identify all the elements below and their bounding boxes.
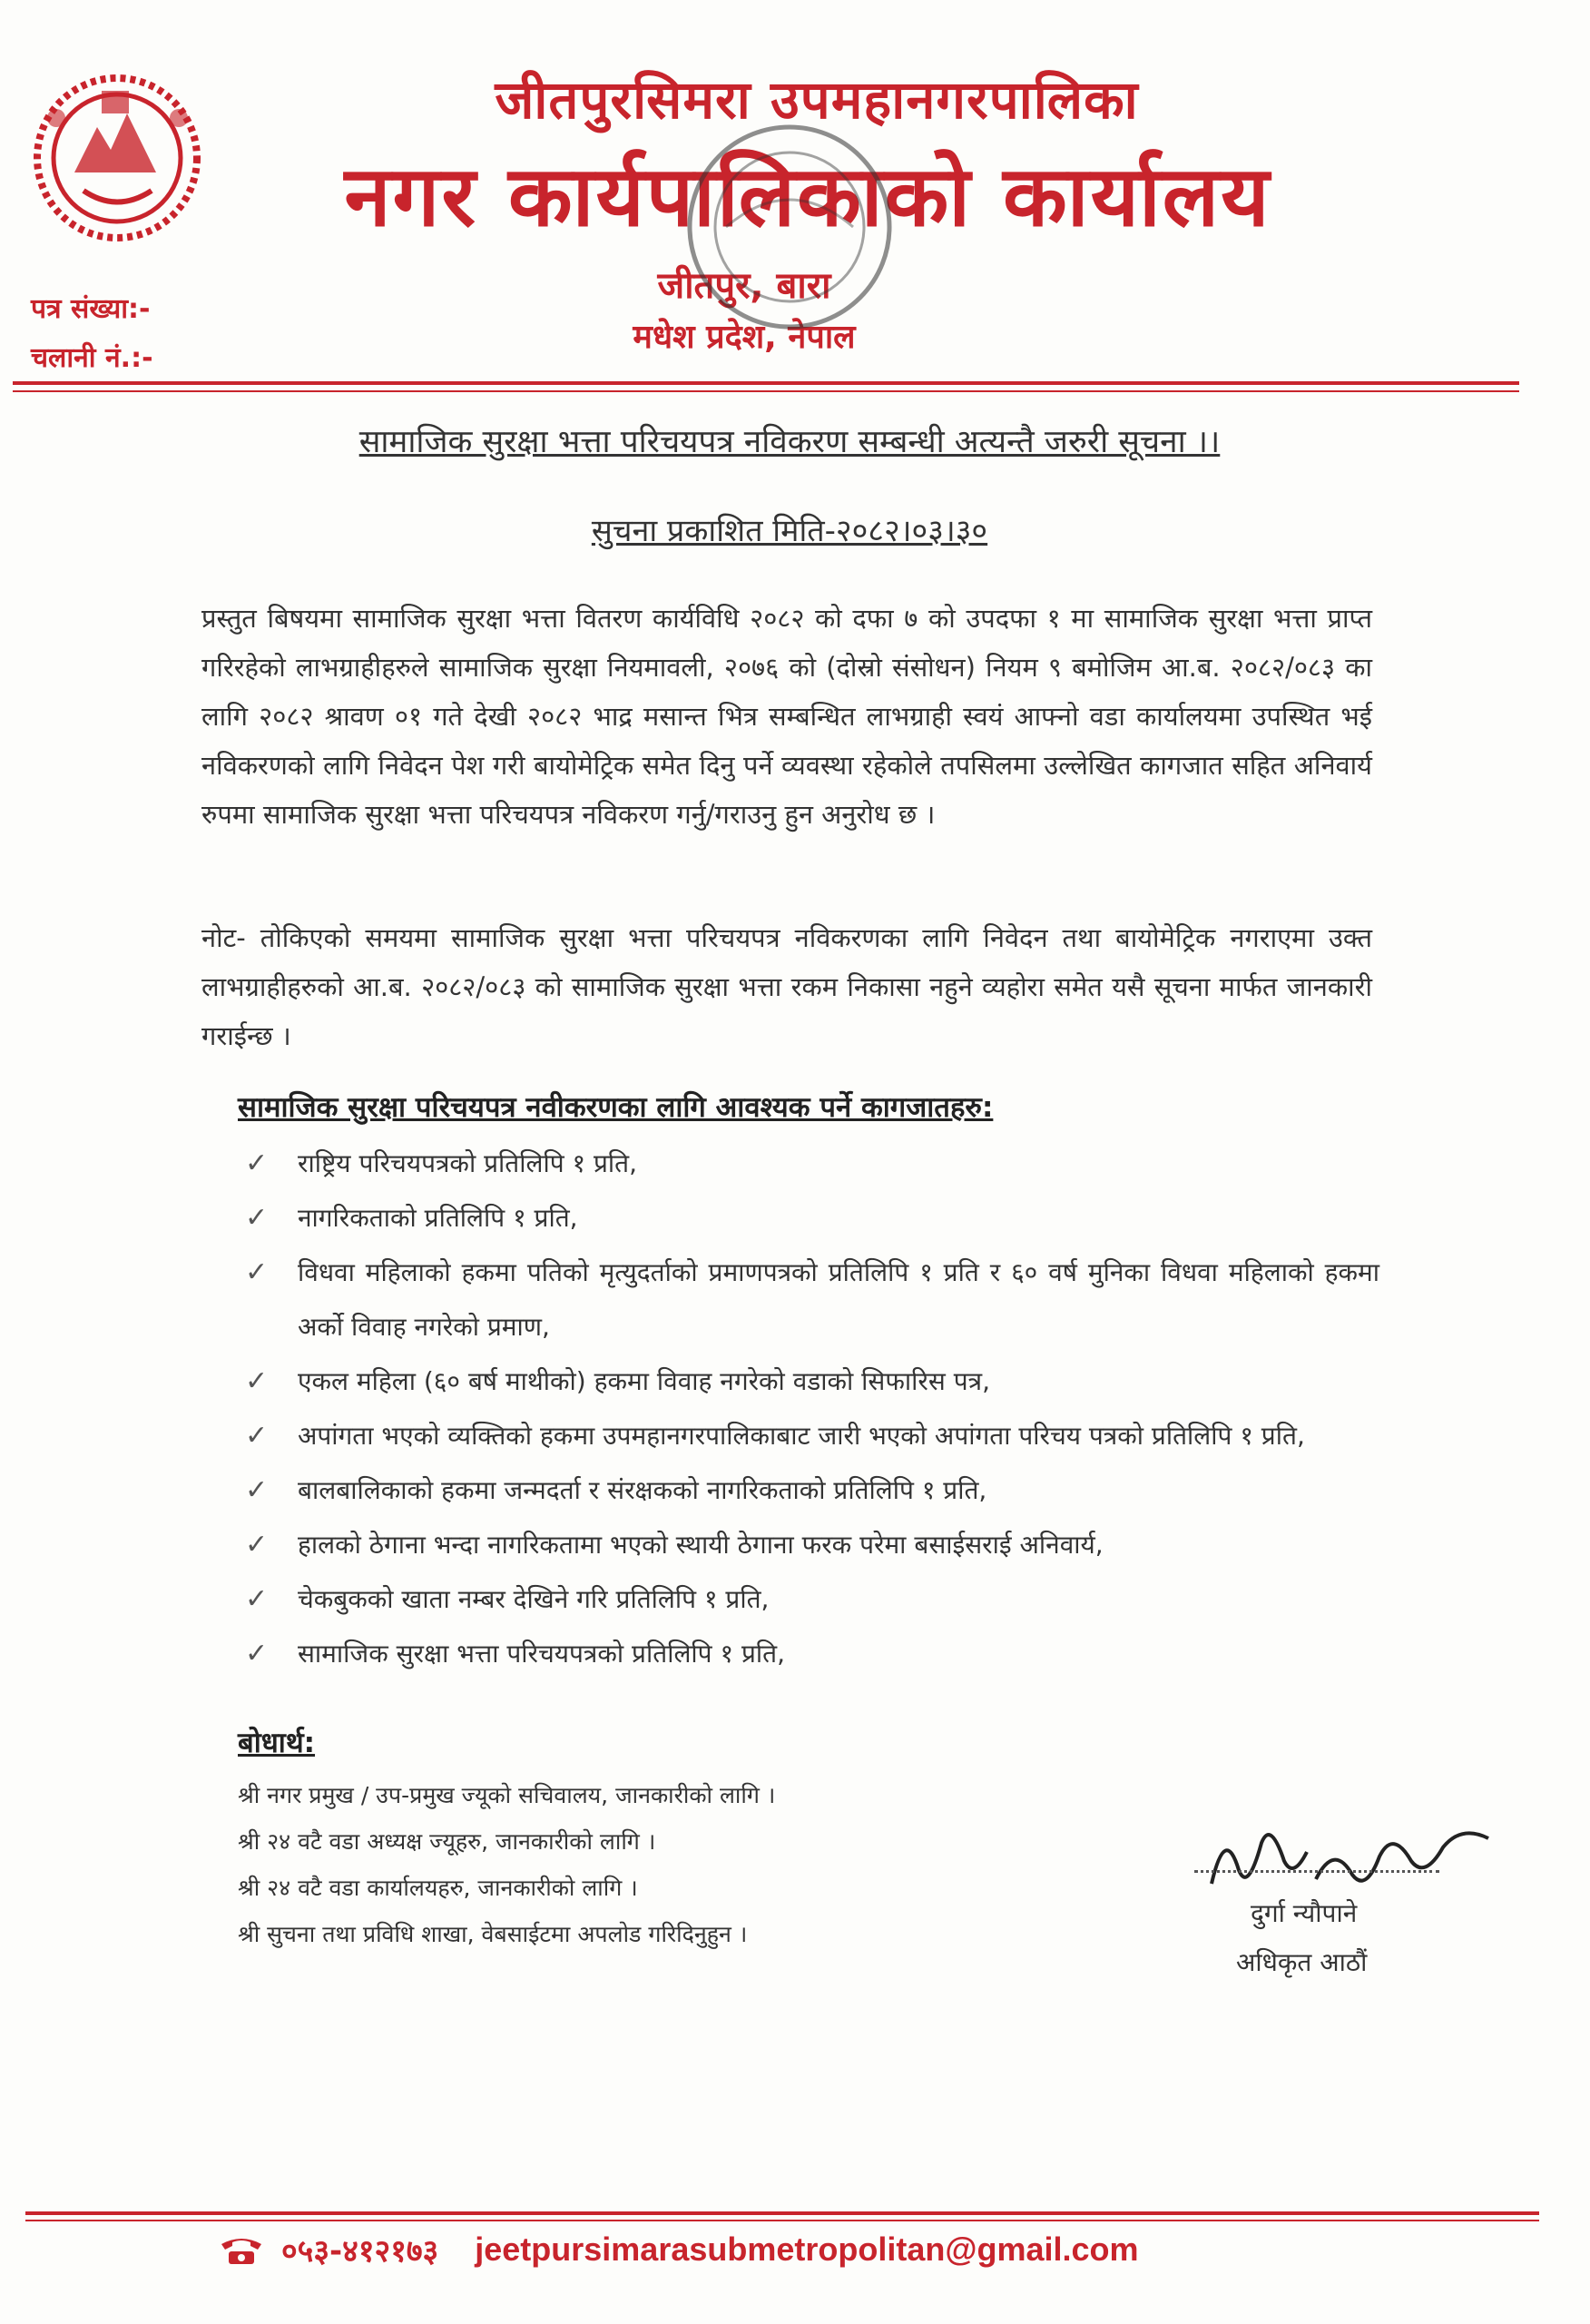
checkmark-icon: ✓ (245, 1147, 269, 1179)
doc-text: बालबालिकाको हकमा जन्मदर्ता र संरक्षकको नागरिकताको प्रतिलिपि १ प्रति, (298, 1475, 987, 1505)
doc-text: अपांगता भएको व्यक्तिको हकमा उपमहानगरपालिकाबाट जारी भएको अपांगता परिचय पत्रको प्रतिलिपि १ प्रति, (298, 1421, 1305, 1451)
handwritten-signature-icon (1198, 1807, 1507, 1906)
checkmark-icon: ✓ (245, 1529, 269, 1561)
telephone-icon (218, 2231, 265, 2268)
list-item (245, 1191, 1379, 1246)
list-item (245, 1627, 1379, 1681)
list-item (245, 1137, 1379, 1191)
list-item (245, 1518, 1379, 1572)
doc-text: राष्ट्रिय परिचयपत्रको प्रतिलिपि १ प्रति, (298, 1148, 638, 1178)
address-line2: मधेश प्रदेश, नेपाल (633, 319, 856, 356)
signer-title: अधिकृत आठौं (1236, 1947, 1368, 1977)
checkmark-icon: ✓ (245, 1202, 269, 1234)
signature-line (1194, 1870, 1439, 1873)
cc-list (238, 1772, 775, 1957)
checkmark-icon: ✓ (245, 1583, 269, 1615)
notice-paragraph-2: नोट- तोकिएको समयमा सामाजिक सुरक्षा भत्ता परिचयपत्र नविकरणका लागि निवेदन तथा बायोमेट्रिक नगराएमा उक्त लाभग्राहीहरुको आ.ब. २०८२/०८३ को सामाजिक सुरक्षा भत्ता रकम निकासा नहुने व्यहोरा समेत यसै सूचना मार्फत जानकारी गराईन्छ । (201, 922, 1372, 1051)
docs-heading: सामाजिक सुरक्षा परिचयपत्र नवीकरणका लागि आवश्यक पर्ने कागजातहरु: (238, 1091, 994, 1124)
checkmark-icon: ✓ (245, 1474, 269, 1506)
nepal-emblem-icon (20, 64, 215, 245)
header-rule (13, 381, 1519, 385)
list-item: श्री सुचना तथा प्रविधि शाखा, वेबसाईटमा अपलोड गरिदिनुहुन । (238, 1921, 748, 1947)
list-item: श्री नगर प्रमुख / उप-प्रमुख ज्यूको सचिवालय, जानकारीको लागि । (238, 1782, 776, 1808)
doc-text: विधवा महिलाको हकमा पतिको मृत्युदर्ताको प्रमाणपत्रको प्रतिलिपि १ प्रति र ६० वर्ष मुनिका विधवा महिलाको हकमा अर्को विवाह नगरेको प्रमाण, (298, 1257, 1379, 1342)
doc-text: एकल महिला (६० बर्ष माथीको) हकमा विवाह नगरेको वडाको सिफारिस पत्र, (298, 1366, 990, 1396)
email-link[interactable]: jeetpursimarasubmetropolitan@gmail.com (475, 2230, 1139, 2268)
notice-heading: सामाजिक सुरक्षा भत्ता परिचयपत्र नविकरण सम्बन्धी अत्यन्तै जरुरी सूचना ।। (358, 424, 1221, 460)
office-stamp-icon (617, 91, 962, 381)
list-item: श्री २४ वटै वडा अध्यक्ष ज्यूहरु, जानकारीको लागि । (238, 1828, 656, 1855)
letterhead (0, 0, 1590, 409)
doc-text: सामाजिक सुरक्षा भत्ता परिचयपत्रको प्रतिलिपि १ प्रति, (298, 1639, 785, 1669)
list-item: श्री २४ वटै वडा कार्यालयहरु, जानकारीको लागि । (238, 1875, 638, 1901)
doc-text: हालको ठेगाना भन्दा नागरिकतामा भएको स्थायी ठेगाना फरक परेमा बसाईसराई अनिवार्य, (298, 1530, 1104, 1560)
required-docs-list (245, 1137, 1379, 1681)
org-name: जीतपुरसिमरा उपमहानगरपालिका (495, 69, 1139, 131)
chalani-label: चलानी नं.:- (31, 342, 153, 374)
list-item (245, 1354, 1379, 1409)
published-date: सुचना प्रकाशित मिति-२०८२।०३।३० (591, 513, 988, 549)
phone-number: ०५३-४१२१७३ (281, 2233, 439, 2270)
patra-sankhya-label: पत्र संख्या:- (31, 293, 151, 325)
footer (218, 2222, 1398, 2277)
footer-rule-thin (25, 2220, 1539, 2221)
notice-paragraph-1: प्रस्तुत बिषयमा सामाजिक सुरक्षा भत्ता वितरण कार्यविधि २०८२ को दफा ७ को उपदफा १ मा सामाजिक सुरक्षा भत्ता प्राप्त गरिरहेको लाभग्राहीहरुले सामाजिक सुरक्षा नियमावली, २०७६ को (दोस्रो संसोधन) नियम ९ बमोजिम आ.ब. २०८२/०८३ का लागि २०८२ श्रावण ०१ गते देखी २०८२ भाद्र मसान्त भित्र सम्बन्धित लाभग्राही स्वयं आफ्नो वडा कार्यालयमा उपस्थित भई नविकरणको लागि निवेदन पेश गरी बायोमेट्रिक समेत दिनु पर्ने व्यवस्था रहेकोले तपसिलमा उल्लेखित कागजात सहित अनिवार्य रुपमा सामाजिक सुरक्षा भत्ता परिचयपत्र नविकरण गर्नु/गराउनु हुन अनुरोध छ । (201, 603, 1372, 830)
checkmark-icon: ✓ (245, 1365, 269, 1397)
bodhartha-label: बोधार्थ: (238, 1727, 316, 1759)
signer-name: दुर्गा न्यौपाने (1251, 1898, 1358, 1928)
checkmark-icon: ✓ (245, 1420, 269, 1452)
doc-text: चेकबुकको खाता नम्बर देखिने गरि प्रतिलिपि १ प्रति, (298, 1584, 770, 1614)
list-item (245, 1463, 1379, 1518)
checkmark-icon: ✓ (245, 1638, 269, 1669)
doc-text: नागरिकताको प्रतिलिपि १ प्रति, (298, 1203, 578, 1233)
list-item (245, 1409, 1379, 1463)
header-rule-thin (13, 390, 1519, 392)
list-item (245, 1246, 1379, 1354)
list-item (245, 1572, 1379, 1627)
office-name: नगर कार्यपालिकाको कार्यालय (344, 148, 1271, 245)
footer-rule (25, 2211, 1539, 2215)
address-line1: जीतपुर, बारा (657, 265, 831, 307)
checkmark-icon: ✓ (245, 1256, 269, 1288)
